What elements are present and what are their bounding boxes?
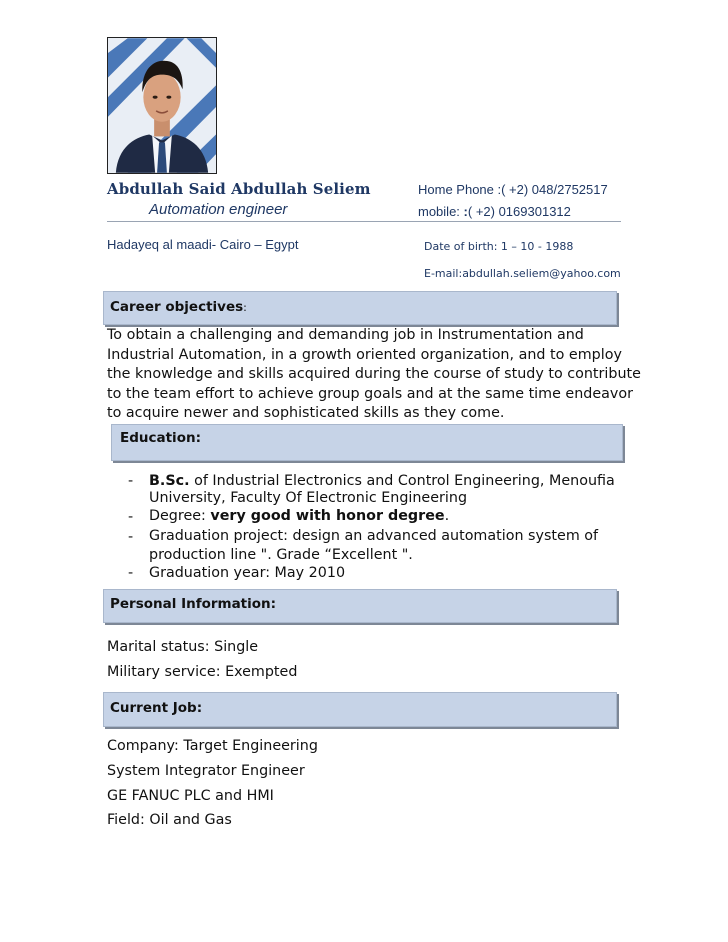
home-phone: Home Phone :( +2) 048/2752517: [418, 182, 608, 197]
section-title: [110, 299, 247, 315]
education-university: University, Faculty Of Electronic Engineering: [149, 490, 468, 506]
degree-description: of Industrial Electronics and Control Engineering, Menoufia: [189, 473, 615, 489]
grade-label: Degree:: [149, 508, 211, 524]
marital-status: Marital status: Single: [107, 639, 259, 655]
career-line: to the team effort to achieve group goals and at the same time endeavor: [107, 385, 633, 402]
bullet-dash: -: [128, 509, 134, 525]
job-title: Automation engineer: [149, 201, 288, 218]
section-career-objectives: [103, 291, 617, 325]
current-field: Field: Oil and Gas: [107, 812, 232, 828]
bullet-dash: -: [128, 565, 134, 581]
career-line: the knowledge and skills acquired during the course of study to contribute: [107, 366, 641, 382]
profile-photo: [107, 37, 217, 174]
mobile-phone: [418, 204, 571, 219]
date-of-birth: Date of birth: 1 – 10 - 1988: [424, 240, 574, 253]
career-line: to acquire newer and sophisticated skills as they come.: [107, 405, 505, 421]
grade-end: .: [444, 508, 450, 524]
mobile-colon: :: [463, 204, 468, 219]
section-education: [111, 424, 623, 461]
section-title: Personal Information:: [110, 596, 277, 612]
section-title: Education:: [120, 430, 201, 446]
address: Hadayeq al maadi- Cairo – Egypt: [107, 237, 299, 252]
degree-abbrev: B.Sc.: [149, 473, 190, 489]
mobile-value: ( +2) 0169301312: [467, 204, 571, 219]
military-service: Military service: Exempted: [107, 664, 298, 680]
current-company: Company: Target Engineering: [107, 738, 318, 754]
header-divider: [107, 221, 621, 222]
section-current-job: [103, 692, 617, 727]
career-title-colon: :: [243, 301, 247, 314]
career-objective-text: [107, 326, 641, 424]
current-position: System Integrator Engineer: [107, 763, 305, 779]
section-personal-information: [103, 589, 617, 623]
education-project-item: Graduation project: design an advanced automation system of: [149, 528, 599, 544]
education-graduation-year: Graduation year: May 2010: [149, 565, 346, 581]
education-grade-item: [149, 508, 449, 524]
email-address: E-mail:abdullah.seliem@yahoo.com: [424, 267, 621, 280]
current-technology: GE FANUC PLC and HMI: [107, 788, 274, 804]
career-title-text: Career objectives: [110, 299, 244, 315]
education-degree-item: [149, 473, 615, 489]
grade-value: very good with honor degree: [210, 508, 445, 524]
mobile-label: mobile:: [418, 204, 464, 219]
bullet-dash: -: [128, 473, 134, 489]
education-project-grade: production line ". Grade “Excellent ".: [149, 547, 413, 563]
career-line: Industrial Automation, in a growth oriented organization, and to employ: [107, 346, 622, 363]
section-title: Current Job:: [110, 700, 203, 716]
bullet-dash: -: [128, 529, 134, 545]
career-line: To obtain a challenging and demanding job in Instrumentation and: [107, 327, 584, 343]
portrait-photo-icon: [108, 38, 216, 173]
candidate-name: Abdullah Said Abdullah Seliem: [107, 180, 371, 198]
